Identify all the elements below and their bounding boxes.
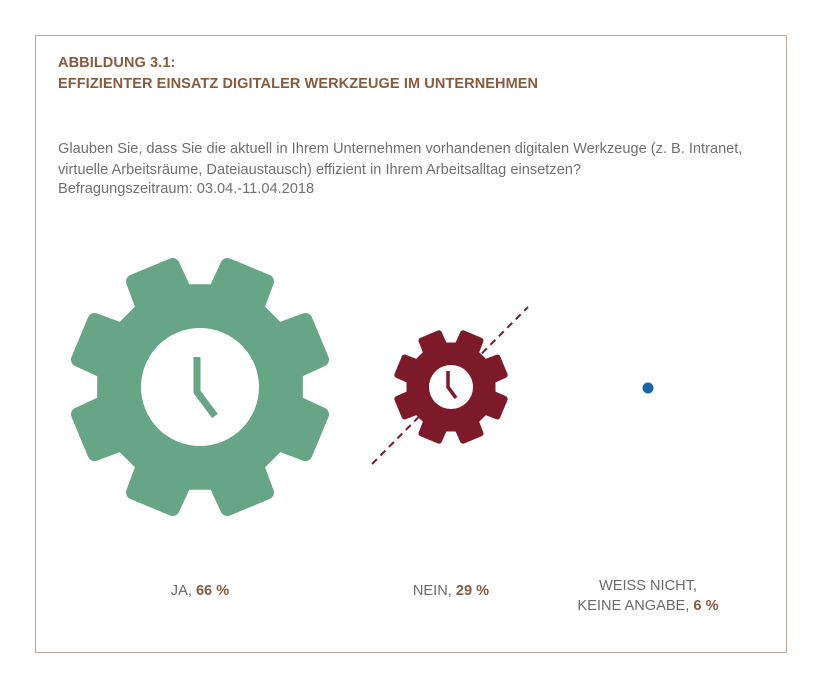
dot-icon-unknown xyxy=(643,383,654,394)
figure-label: ABBILDUNG 3.1: xyxy=(58,55,176,71)
survey-question: Glauben Sie, dass Sie die aktuell in Ihrem Unternehmen vorhandenen digitalen Werkzeuge (z. B. Intranet, virtuelle Arbeitsräume, Dateiaustausch) effizient in Ihrem Arbeitsalltag einsetzen? xyxy=(58,141,743,178)
category-name-unknown-line2: KEINE ANGABE, xyxy=(577,598,694,614)
figure-title: EFFIZIENTER EINSATZ DIGITALER WERKZEUGE IM UNTERNEHMEN xyxy=(58,76,539,92)
clock-face-no xyxy=(429,365,473,409)
survey-period: Befragungszeitraum: 03.04.-11.04.2018 xyxy=(58,181,315,197)
category-label-unknown xyxy=(548,576,748,616)
category-value-no: 29 % xyxy=(455,583,490,599)
gear-clock-icon-yes xyxy=(78,265,322,509)
category-label-no xyxy=(361,581,541,601)
category-label-yes xyxy=(110,581,290,601)
category-name-no: NEIN, xyxy=(412,583,456,599)
category-name-unknown-line1: WEISS NICHT, xyxy=(598,578,698,594)
category-name-yes: JA, xyxy=(170,583,196,599)
category-value-yes: 66 % xyxy=(195,583,230,599)
category-value-unknown: 6 % xyxy=(693,598,719,614)
gear-clock-icon-no xyxy=(372,307,528,464)
